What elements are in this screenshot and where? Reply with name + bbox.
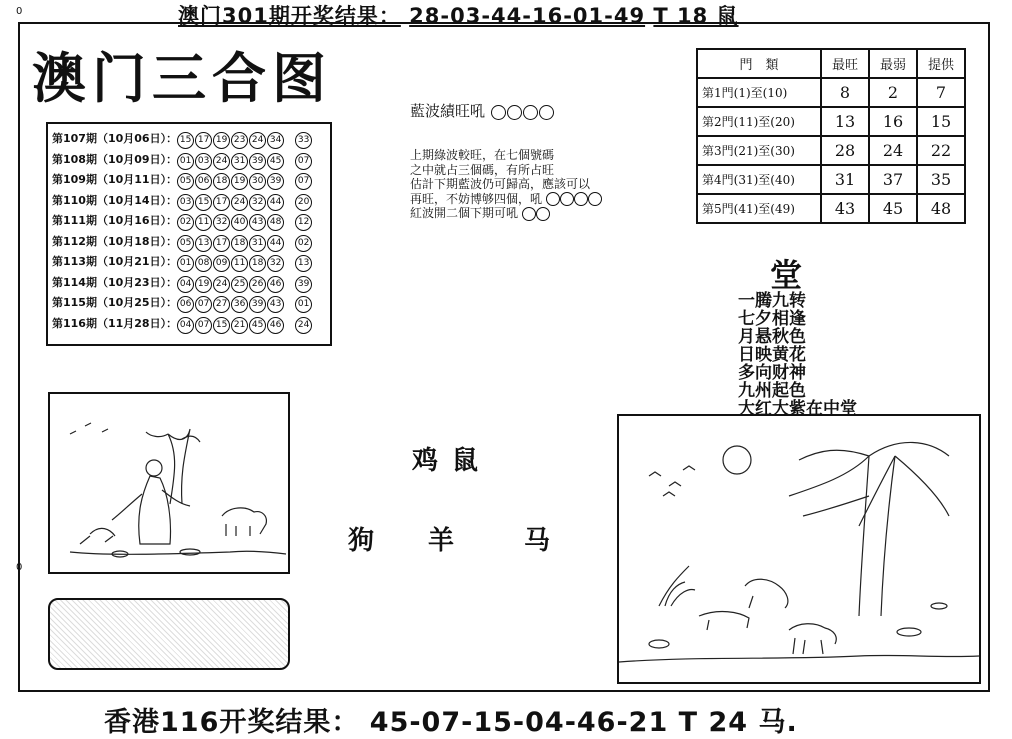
ball-number: 26 xyxy=(249,276,266,293)
circle-icon xyxy=(536,207,550,221)
history-row xyxy=(52,315,313,334)
circle-icon xyxy=(588,192,602,206)
ball-number: 18 xyxy=(231,235,248,252)
ball-number: 45 xyxy=(249,317,266,334)
circle-icon xyxy=(522,207,536,221)
note-line-text: 紅波開二個下期可吼 xyxy=(410,206,519,220)
give-value: 22 xyxy=(917,136,965,165)
note-line xyxy=(410,192,635,207)
stats-row xyxy=(697,165,965,194)
stats-header-door: 門 類 xyxy=(697,49,821,78)
note-line xyxy=(410,206,635,221)
special-ball-number: 02 xyxy=(295,235,312,252)
stats-table xyxy=(696,48,966,224)
history-row xyxy=(52,253,313,272)
ball-number: 05 xyxy=(177,235,194,252)
history-row xyxy=(52,274,313,293)
special-ball-number: 12 xyxy=(295,214,312,231)
top-result-prefix: 澳门301期开奖结果： xyxy=(178,4,401,28)
give-value: 7 xyxy=(917,78,965,107)
circle-icon xyxy=(574,192,588,206)
poem-line: 多向财神 xyxy=(738,363,806,383)
poem-line: 一腾九转 xyxy=(738,291,806,311)
note-line: 上期綠波較旺，在七個號碼 xyxy=(410,148,555,162)
give-value: 15 xyxy=(917,107,965,136)
history-label: 第116期（11月28日）： xyxy=(52,316,178,330)
ball-number: 09 xyxy=(213,255,230,272)
stats-row xyxy=(697,107,965,136)
ball-number: 32 xyxy=(249,194,266,211)
scholar-drawing xyxy=(50,394,288,572)
circle-icon xyxy=(523,105,538,120)
ball-number: 48 xyxy=(267,214,284,231)
ball-number: 15 xyxy=(195,194,212,211)
poem-line: 大红大紫在中堂 xyxy=(738,399,857,419)
ball-number: 27 xyxy=(213,296,230,313)
history-row xyxy=(52,171,313,190)
ball-number: 04 xyxy=(177,317,194,334)
ball-number: 18 xyxy=(213,173,230,190)
ball-number: 11 xyxy=(231,255,248,272)
ball-number: 17 xyxy=(213,194,230,211)
poem-line: 日映黄花 xyxy=(738,345,806,365)
hall-poem xyxy=(738,292,857,418)
ball-number: 17 xyxy=(213,235,230,252)
history-label: 第113期（10月21日）： xyxy=(52,255,178,268)
ball-number: 44 xyxy=(267,235,284,252)
corner-mark-top: 0 xyxy=(16,6,23,17)
history-box xyxy=(46,122,332,346)
ball-number: 05 xyxy=(177,173,194,190)
stats-header-row xyxy=(697,49,965,78)
ball-number: 06 xyxy=(195,173,212,190)
history-label: 第111期（10月16日）： xyxy=(52,214,178,227)
poem-line: 九州起色 xyxy=(738,381,806,401)
ball-number: 25 xyxy=(231,276,248,293)
ball-number: 19 xyxy=(213,132,230,149)
ball-number: 08 xyxy=(195,255,212,272)
ball-number: 24 xyxy=(213,153,230,170)
max-value: 13 xyxy=(821,107,869,136)
ball-number: 43 xyxy=(267,296,284,313)
ball-number: 31 xyxy=(231,153,248,170)
bottom-result-special: T 24 马. xyxy=(678,707,798,738)
ball-number: 44 xyxy=(267,194,284,211)
ball-number: 11 xyxy=(195,214,212,231)
ball-number: 39 xyxy=(267,173,284,190)
door-label: 第5門(41)至(49) xyxy=(697,194,821,223)
max-value: 43 xyxy=(821,194,869,223)
min-value: 2 xyxy=(869,78,917,107)
give-value: 48 xyxy=(917,194,965,223)
note-line: 之中就占三個碼，有所占旺 xyxy=(410,162,555,177)
history-label: 第107期（10月06日）： xyxy=(52,132,178,145)
ball-number: 32 xyxy=(267,255,284,272)
ball-number: 39 xyxy=(249,296,266,313)
door-label: 第2門(11)至(20) xyxy=(697,107,821,136)
stats-header-min: 最弱 xyxy=(869,49,917,78)
min-value: 16 xyxy=(869,107,917,136)
history-label: 第115期（10月25日）： xyxy=(52,296,178,309)
ball-number: 24 xyxy=(231,194,248,211)
ball-number: 04 xyxy=(177,276,194,293)
circle-icon xyxy=(560,192,574,206)
farm-illustration xyxy=(617,414,981,684)
bottom-result-line xyxy=(104,700,798,739)
min-value: 24 xyxy=(869,136,917,165)
pattern-box xyxy=(48,598,290,670)
ball-number: 36 xyxy=(231,296,248,313)
note-title xyxy=(410,100,554,121)
stats-row xyxy=(697,194,965,223)
farm-drawing xyxy=(619,416,979,682)
ball-number: 02 xyxy=(177,214,194,231)
top-result-special: T 18 鼠 xyxy=(653,4,739,28)
corner-mark-mid: 0 xyxy=(16,562,23,573)
history-label: 第110期（10月14日）： xyxy=(52,193,178,207)
hall-title: 堂 xyxy=(770,256,803,294)
special-ball-number: 07 xyxy=(295,153,312,170)
ball-number: 01 xyxy=(177,153,194,170)
history-label: 第108期（10月09日）： xyxy=(52,152,178,166)
min-value: 37 xyxy=(869,165,917,194)
ball-number: 46 xyxy=(267,317,284,334)
scholar-illustration xyxy=(48,392,290,574)
ball-number: 03 xyxy=(177,194,194,211)
stats-row xyxy=(697,78,965,107)
poem-line: 月悬秋色 xyxy=(738,327,806,347)
ball-number: 31 xyxy=(249,235,266,252)
bottom-result-numbers: 45-07-15-04-46-21 xyxy=(369,707,669,738)
note-line-text: 再旺，不妨博够四個，吼 xyxy=(410,191,543,206)
history-row xyxy=(52,294,313,313)
zodiac-2: 鼠 xyxy=(452,446,479,476)
bottom-result-prefix: 香港116开奖结果： xyxy=(104,707,360,738)
ball-number: 23 xyxy=(231,132,248,149)
circle-icon xyxy=(507,105,522,120)
special-ball-number: 13 xyxy=(295,255,312,272)
stats-header-max: 最旺 xyxy=(821,49,869,78)
ball-number: 39 xyxy=(249,153,266,170)
max-value: 31 xyxy=(821,165,869,194)
poem-line: 七夕相逢 xyxy=(738,309,806,329)
ball-number: 46 xyxy=(267,276,284,293)
ball-number: 30 xyxy=(249,173,266,190)
note-title-text: 藍波績旺吼 xyxy=(410,102,486,120)
stats-header-give: 提供 xyxy=(917,49,965,78)
ball-number: 24 xyxy=(213,276,230,293)
stats-row xyxy=(697,136,965,165)
ball-number: 18 xyxy=(249,255,266,272)
ball-number: 43 xyxy=(249,214,266,231)
special-ball-number: 20 xyxy=(295,194,312,211)
history-label: 第109期（10月11日）： xyxy=(52,173,178,186)
ball-number: 32 xyxy=(213,214,230,231)
ball-number: 06 xyxy=(177,296,194,313)
zodiac-1: 鸡 xyxy=(412,446,439,476)
ball-number: 24 xyxy=(249,132,266,149)
circle-icon xyxy=(539,105,554,120)
note-body xyxy=(410,148,635,221)
zodiac-4: 羊 xyxy=(428,526,455,556)
ball-number: 07 xyxy=(195,296,212,313)
ball-number: 17 xyxy=(195,132,212,149)
door-label: 第4門(31)至(40) xyxy=(697,165,821,194)
ball-number: 19 xyxy=(231,173,248,190)
special-ball-number: 01 xyxy=(295,296,312,313)
history-row xyxy=(52,151,313,170)
special-ball-number: 07 xyxy=(295,173,312,190)
history-label: 第112期（10月18日）： xyxy=(52,234,178,248)
history-row xyxy=(52,233,313,252)
history-row xyxy=(52,212,313,231)
special-ball-number: 24 xyxy=(295,317,312,334)
special-ball-number: 39 xyxy=(295,276,312,293)
history-label: 第114期（10月23日）： xyxy=(52,275,178,289)
ball-number: 45 xyxy=(267,153,284,170)
circle-icon xyxy=(546,192,560,206)
door-label: 第1門(1)至(10) xyxy=(697,78,821,107)
ball-number: 19 xyxy=(195,276,212,293)
ball-number: 21 xyxy=(231,317,248,334)
max-value: 28 xyxy=(821,136,869,165)
ball-number: 15 xyxy=(213,317,230,334)
ball-number: 13 xyxy=(195,235,212,252)
min-value: 45 xyxy=(869,194,917,223)
max-value: 8 xyxy=(821,78,869,107)
special-ball-number: 33 xyxy=(295,132,312,149)
door-label: 第3門(21)至(30) xyxy=(697,136,821,165)
ball-number: 40 xyxy=(231,214,248,231)
top-result-numbers: 28-03-44-16-01-49 xyxy=(409,4,646,28)
zodiac-3: 狗 xyxy=(348,526,375,556)
ball-number: 07 xyxy=(195,317,212,334)
ball-number: 01 xyxy=(177,255,194,272)
zodiac-5: 马 xyxy=(524,526,551,556)
history-row xyxy=(52,130,313,149)
circle-icon xyxy=(491,105,506,120)
ball-number: 15 xyxy=(177,132,194,149)
note-line: 估計下期藍波仍可歸高，應該可以 xyxy=(410,177,591,191)
page-title: 澳门三合图 xyxy=(32,47,332,110)
ball-number: 34 xyxy=(267,132,284,149)
history-row xyxy=(52,192,313,211)
give-value: 35 xyxy=(917,165,965,194)
ball-number: 03 xyxy=(195,153,212,170)
